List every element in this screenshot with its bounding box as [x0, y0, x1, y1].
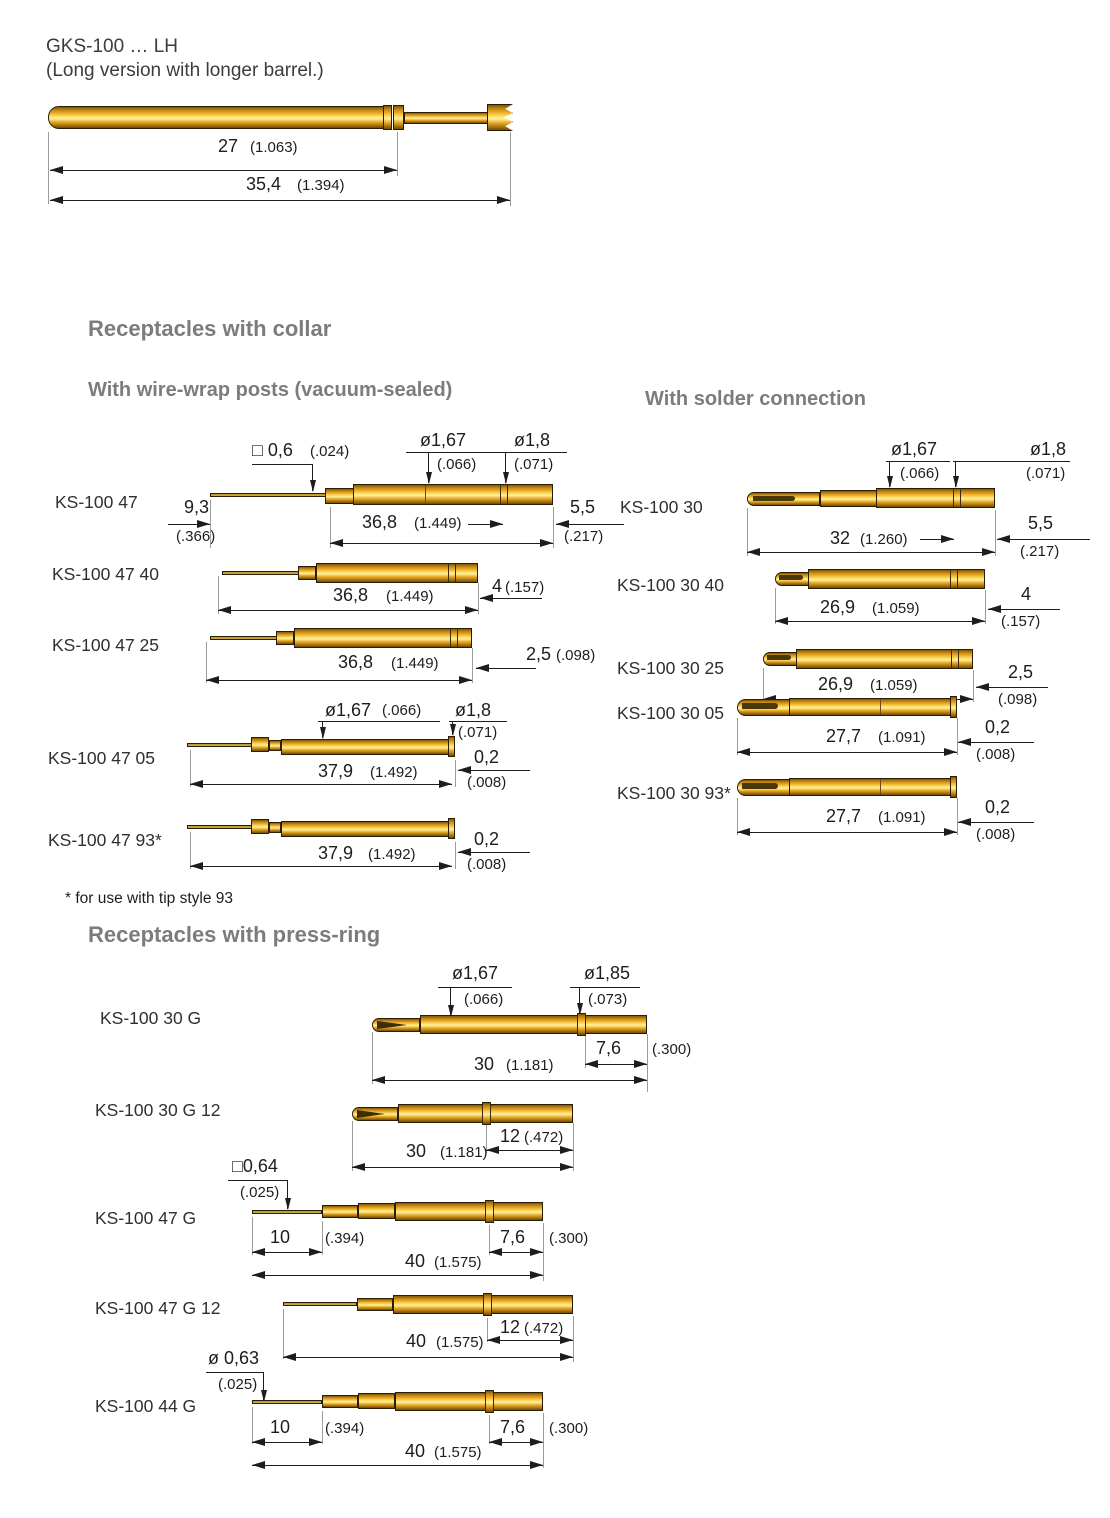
collar-segment [322, 1205, 358, 1218]
dim-line [486, 1150, 573, 1151]
wire-post [252, 1210, 322, 1214]
dim-line [218, 610, 478, 611]
dim-inch: (.300) [549, 1420, 589, 1437]
barrel-seam [880, 699, 881, 715]
leader-bar [570, 987, 640, 988]
barrel-segment [420, 1015, 647, 1034]
dim-inch: (1.181) [440, 1144, 488, 1161]
dim-mm: 10 [270, 1227, 291, 1247]
neck-segment [269, 822, 281, 833]
extension-line [573, 1123, 574, 1171]
row-label: KS-100 30 93* [617, 783, 731, 803]
barrel-segment [281, 821, 451, 837]
dim-inch: (1.449) [391, 655, 439, 672]
dim-line [252, 1465, 543, 1466]
extension-line [322, 1221, 323, 1255]
dim-inch: (.008) [467, 774, 507, 791]
dim-mm: 30 [474, 1054, 495, 1074]
leader-bar [886, 461, 950, 462]
dim-mm: 27,7 [826, 806, 862, 826]
dim-line [252, 1275, 543, 1276]
dim-line [330, 543, 553, 544]
press-ring [482, 1102, 491, 1125]
row-label: KS-100 47 93* [48, 830, 162, 850]
dim-inch: (.157) [1001, 613, 1041, 630]
plunger-shaft [404, 112, 489, 124]
row-label: KS-100 30 25 [617, 658, 725, 678]
dim-mm: 5,5 [570, 497, 596, 517]
callout-inch: (.066) [464, 991, 504, 1008]
collar-segment [251, 819, 269, 834]
dim-line [958, 822, 1034, 823]
leader-arrow [505, 452, 506, 483]
dim-line [775, 621, 985, 622]
callout-mm: ø1,85 [584, 963, 631, 983]
collar-ring [951, 649, 959, 669]
dim-line [988, 609, 1060, 610]
dim-mm: 2,5 [526, 644, 552, 664]
row-label: KS-100 44 G [95, 1396, 197, 1416]
dim-mm: 0,2 [474, 829, 500, 849]
dim-line [283, 1357, 573, 1358]
barrel-segment [281, 739, 451, 755]
dim-inch: (1.091) [878, 729, 926, 746]
neck-segment [269, 740, 281, 751]
dim-inch: (.394) [325, 1230, 365, 1247]
row-label: KS-100 30 05 [617, 703, 725, 723]
dim-line [747, 552, 995, 553]
collar-ring [448, 563, 456, 583]
dim-line [556, 524, 624, 525]
dim-mm: 12 [500, 1126, 521, 1146]
collar-segment [357, 1298, 393, 1311]
dim-line [997, 539, 1090, 540]
wire-post [187, 743, 253, 747]
callout-mm: ø1,8 [455, 700, 492, 720]
barrel-segment [789, 778, 956, 796]
page-title: GKS-100 … LH [46, 36, 178, 57]
row-label: KS-100 30 G [100, 1008, 202, 1028]
dim-inch: (.300) [652, 1041, 692, 1058]
extension-line [573, 1316, 574, 1362]
collar-segment [251, 737, 269, 752]
leader-arrow [428, 452, 429, 483]
dim-mm: 0,2 [474, 747, 500, 767]
cup-slot [742, 703, 778, 709]
leader-arrow [579, 987, 580, 1014]
dim-mm: 40 [405, 1441, 426, 1461]
collar-ring [383, 105, 392, 130]
page-subtitle: (Long version with longer barrel.) [46, 60, 324, 81]
dim-inch: (1.575) [434, 1254, 482, 1271]
extension-line [985, 590, 986, 624]
wire-post [187, 825, 253, 829]
crown-tip [487, 104, 513, 131]
extension-line [995, 510, 996, 556]
dim-line [458, 852, 530, 853]
dim-inch: (1.394) [297, 177, 345, 194]
leader-bar [206, 1372, 264, 1373]
dim-inch: (1.091) [878, 809, 926, 826]
dim-inch: (.366) [176, 528, 216, 545]
barrel-segment [294, 628, 472, 648]
dim-line [489, 1442, 543, 1443]
dim-inch: (.394) [325, 1420, 365, 1437]
barrel-seam [880, 779, 881, 795]
leader-bar [953, 461, 1070, 462]
extension-line [455, 760, 456, 787]
extension-line [973, 670, 974, 702]
leader-bar [228, 1180, 288, 1181]
row-label: KS-100 47 G [95, 1208, 197, 1228]
callout-inch: (.071) [458, 724, 498, 741]
extension-line [957, 798, 958, 835]
callout-mm: ø1,8 [1030, 439, 1067, 459]
cup-slot [779, 575, 803, 580]
dim-inch: (.008) [976, 746, 1016, 763]
dim-mm: 9,3 [184, 497, 210, 517]
leader-arrow [889, 461, 890, 487]
dim-mm: 40 [405, 1251, 426, 1271]
dim-mm: 36,8 [333, 585, 369, 605]
callout-mm: □0,64 [232, 1156, 278, 1176]
dim-line [206, 680, 472, 681]
dim-line [480, 598, 542, 599]
dim-mm: 7,6 [500, 1227, 526, 1247]
cup-slot [753, 496, 795, 501]
dim-inch: (.098) [998, 691, 1038, 708]
extension-line [543, 1413, 544, 1468]
callout-mm: ø1,8 [514, 430, 551, 450]
callout-inch: (.066) [437, 456, 477, 473]
callout-mm: ø1,67 [891, 439, 938, 459]
extension-line [478, 583, 479, 614]
callout-inch: (.066) [382, 702, 422, 719]
leader-bar [252, 464, 313, 465]
dim-inch: (.217) [564, 528, 604, 545]
dim-mm: 0,2 [985, 797, 1011, 817]
callout-mm: ø 0,63 [208, 1348, 260, 1368]
leader-bar [318, 721, 440, 722]
dim-inch: (1.059) [870, 677, 918, 694]
dim-inch: (1.575) [436, 1334, 484, 1351]
callout-inch: (.024) [310, 443, 350, 460]
dim-line [352, 1167, 573, 1168]
extension-line [543, 1223, 544, 1281]
leader-bar [449, 721, 507, 722]
dim-line [252, 1252, 322, 1253]
callout-inch: (.071) [514, 456, 554, 473]
barrel-segment [395, 1392, 543, 1411]
wire-post [210, 493, 327, 497]
extension-line [283, 1309, 284, 1359]
extension-line [957, 718, 958, 755]
dim-mm: 35,4 [246, 174, 282, 194]
row-label: KS-100 47 G 12 [95, 1298, 221, 1318]
callout-inch: (.025) [218, 1376, 258, 1393]
collar-ring [450, 628, 458, 648]
dim-inch: (.472) [524, 1320, 564, 1337]
dim-inch: (1.449) [386, 588, 434, 605]
dim-mm: 26,9 [818, 674, 854, 694]
leader-arrow [955, 461, 956, 487]
row-label: KS-100 30 G 12 [95, 1100, 221, 1120]
callout-mm: ø1,67 [325, 700, 372, 720]
row-label: KS-100 47 05 [48, 748, 156, 768]
dim-inch: (1.492) [368, 846, 416, 863]
row-label: KS-100 47 40 [52, 564, 160, 584]
dim-inch: (.472) [524, 1129, 564, 1146]
callout-mm: ø1,67 [420, 430, 467, 450]
callout-inch: (.071) [1026, 465, 1066, 482]
dim-mm: 37,9 [318, 843, 354, 863]
extension-line [48, 132, 49, 204]
dim-line [487, 1340, 573, 1341]
dim-mm: 7,6 [596, 1038, 622, 1058]
leader-arrow [450, 987, 451, 1016]
dim-mm: 36,8 [362, 512, 398, 532]
wire-post [283, 1302, 357, 1306]
barrel-segment [353, 484, 553, 505]
extension-line [397, 132, 398, 176]
press-ring [485, 1200, 494, 1223]
row-label: KS-100 47 [55, 492, 138, 512]
extension-line [455, 842, 456, 869]
barrel-segment [395, 1202, 543, 1221]
barrel-seam [425, 485, 426, 504]
barrel-segment [876, 488, 995, 508]
dim-line [920, 539, 954, 540]
collar-segment [325, 488, 355, 504]
dim-line [958, 742, 1034, 743]
cup-slot [742, 783, 778, 789]
extension-line [322, 1411, 323, 1444]
dim-mm: 4 [492, 576, 503, 596]
dim-inch: (1.575) [434, 1444, 482, 1461]
press-ring [577, 1013, 586, 1036]
dim-mm: 2,5 [1008, 662, 1034, 682]
section-heading-press-ring: Receptacles with press-ring [88, 922, 381, 947]
dim-line [489, 1252, 543, 1253]
footnote: * for use with tip style 93 [65, 890, 233, 907]
collar-ring [500, 484, 508, 505]
dim-inch: (1.063) [250, 139, 298, 156]
callout-inch: (.066) [900, 465, 940, 482]
row-label: KS-100 30 [620, 497, 703, 517]
collar-ring [950, 569, 958, 589]
callout-mm: □ 0,6 [252, 440, 293, 460]
dim-inch: (.008) [467, 856, 507, 873]
neck-segment [358, 1203, 395, 1219]
extension-line [472, 648, 473, 683]
dim-mm: 30 [406, 1141, 427, 1161]
collar-ring [953, 488, 961, 508]
dim-inch: (.098) [556, 647, 596, 664]
dim-line [737, 752, 957, 753]
dim-mm: 27 [218, 136, 239, 156]
dim-line [458, 770, 530, 771]
dim-mm: 0,2 [985, 717, 1011, 737]
subheading-wire-wrap: With wire-wrap posts (vacuum-sealed) [88, 379, 453, 401]
dim-mm: 27,7 [826, 726, 862, 746]
dim-inch: (.217) [1020, 543, 1060, 560]
wire-post [222, 571, 300, 575]
collar-segment [276, 631, 294, 645]
dim-line [50, 200, 510, 201]
dim-inch: (1.260) [860, 531, 908, 548]
dim-line [50, 170, 397, 171]
dim-line [976, 687, 1048, 688]
leader-arrow [312, 464, 313, 491]
dim-line [468, 524, 503, 525]
barrel-segment [48, 106, 384, 129]
dim-line [190, 784, 452, 785]
neck-segment [820, 490, 877, 507]
dim-line [190, 866, 452, 867]
wire-post [252, 1400, 322, 1404]
extension-line [553, 507, 554, 548]
wire-post [210, 636, 278, 640]
barrel-segment [789, 698, 956, 716]
end-flange [950, 776, 957, 798]
callout-mm: ø1,67 [452, 963, 499, 983]
extension-line [210, 500, 211, 548]
dim-mm: 7,6 [500, 1417, 526, 1437]
callout-inch: (.073) [588, 991, 628, 1008]
press-ring [483, 1293, 492, 1316]
row-label: KS-100 30 40 [617, 575, 725, 595]
dim-mm: 5,5 [1028, 513, 1054, 533]
dim-inch: (1.059) [872, 600, 920, 617]
subheading-solder: With solder connection [645, 388, 866, 410]
leader-arrow [287, 1180, 288, 1209]
end-flange [448, 818, 455, 839]
end-flange [448, 736, 455, 757]
dim-line [476, 668, 536, 669]
leader-arrow [322, 721, 323, 738]
leader-arrow [452, 721, 453, 735]
extension-line [510, 132, 511, 206]
dim-mm: 36,8 [338, 652, 374, 672]
collar-segment [322, 1395, 358, 1408]
dim-inch: (.300) [549, 1230, 589, 1247]
row-label: KS-100 47 25 [52, 635, 160, 655]
dim-line [372, 1080, 647, 1081]
dim-line [168, 524, 210, 525]
dim-mm: 32 [830, 528, 851, 548]
dim-mm: 10 [270, 1417, 291, 1437]
dim-mm: 37,9 [318, 761, 354, 781]
dim-mm: 12 [500, 1317, 521, 1337]
press-ring [485, 1390, 494, 1413]
dim-inch: (.157) [505, 579, 545, 596]
callout-inch: (.025) [240, 1184, 280, 1201]
neck-segment [358, 1393, 395, 1409]
dim-mm: 40 [406, 1331, 427, 1351]
dim-line [737, 832, 957, 833]
barrel-segment [808, 569, 985, 589]
leader-bar [406, 452, 501, 453]
dim-mm: 26,9 [820, 597, 856, 617]
dim-mm: 4 [1021, 584, 1032, 604]
dim-inch: (1.181) [506, 1057, 554, 1074]
extension-line [647, 1034, 648, 1092]
dim-inch: (1.449) [414, 515, 462, 532]
section-heading-collar: Receptacles with collar [88, 316, 332, 341]
collar-ring [393, 105, 404, 130]
dim-line [585, 1064, 647, 1065]
cup-slot [767, 655, 791, 660]
dim-inch: (.008) [976, 826, 1016, 843]
collar-segment [298, 566, 316, 580]
end-flange [950, 696, 957, 718]
dim-inch: (1.492) [370, 764, 418, 781]
barrel-segment [796, 649, 973, 669]
leader-arrow [263, 1372, 264, 1401]
dim-line [252, 1442, 322, 1443]
